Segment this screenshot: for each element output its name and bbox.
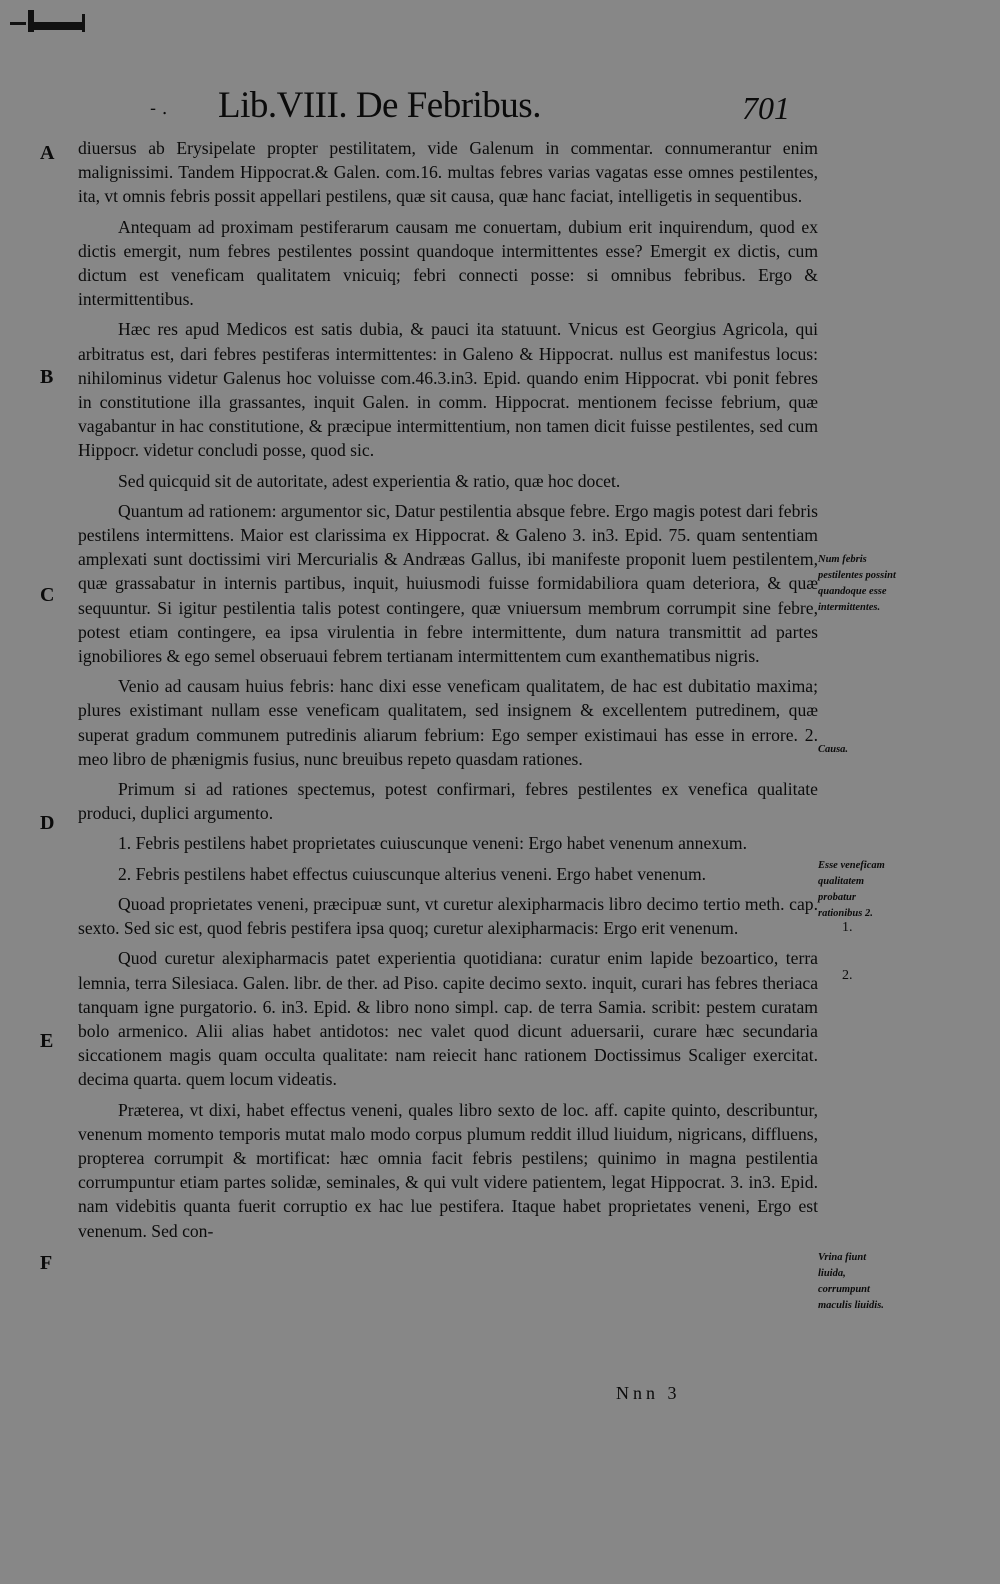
header-dots: - . (150, 98, 168, 119)
paragraph: 2. Febris pestilens habet effectus cuiuscunque alterius veneni. Ergo habet venenum. (118, 863, 707, 884)
paragraph: Præterea, vt dixi, habet effectus veneni, quales libro sexto de loc. aff. capite quinto, describuntur, venenum momento temporis mutat malo modo corpus plumum reddit illud liuidum, nigricans, diffluens, propterea corrumpit & mortificat: hæc omnia facit febris pestilens; quinimo in magna pestilentia corrumpuntur etiam partes solidæ, seminales, & qui vult videre patientem, legat Hippocrat. 3. in3. Epid. nam videbitis quanta fuerit corruptio ex hac lue pestifera. Itaque habet proprietates veneni, Ergo est venenum. Sed con- (78, 1099, 818, 1241)
paragraph: Hæc res apud Medicos est satis dubia, & pauci ita statuunt. Vnicus est Georgius Agricola, qui arbitratus est, dari febres pestiferas intermittentes: in Galeno & Hippocrat. nullus est manifestus locus: nihilominus videtur Galenus hoc voluisse com.46.3.in3. Epid. quando enim Hippocrat. vbi ponit febres in constitutione illa grassantes, inquit Galen. in comm. Hippocrat. mentionem fecisse febrium, quæ vagabantur in hac constitutione, & præcipue intermittentium, non tamen dicit fuisse pestilentes, sed cum Hippocr. videtur concludi posse, quod sic. (78, 319, 818, 461)
paragraph: Venio ad causam huius febris: hanc dixi esse veneficam qualitatem, de hac est dubitatio maxima; plures existimant nullam esse veneficam qualitatem, sed insignem & excellentem putredinem, quæ superat gradum communem putredinis aliarum febrium: Ego semper existimaui has esse in errore. 2. meo libro de phænigmis fusius, nunc breuibus repeto quasdam rationes. (78, 676, 818, 769)
section-letter-c: C (40, 584, 55, 606)
section-letter-a: A (40, 142, 55, 164)
paragraph: Quod curetur alexipharmacis patet experientia quotidiana: curatur enim lapide bezoartico, terra lemnia, terra Silesiaca. Galen. libr. de ther. ad Piso. capite decimo sexto. inquit, curari has febres theriaca tanquam igne purgatorio. 6. in3. Epid. & libro nono simpl. cap. de terra Samia. scribit: pestem curatam bolo armenico. Alii alias habet antidotos: nec valet quod dicunt aduersarii, curare hæc secundaria siccationem magis quam occulta qualitate: nam reiecit hanc rationem Doctissimus Scaliger exercitat. decima quarta. quem locum videatis. (78, 948, 818, 1090)
section-letter-f: F (40, 1252, 53, 1274)
paragraph: diuersus ab Erysipelate propter pestilitatem, vide Galenum in commentar. connumerantur enim malignissimi. Tandem Hippocrat.& Galen. com.16. multas febres varias vagatas esse omnes pestilentes, ita, vt omnis febris possit appellari pestilens, quæ sit causa, quæ hanc faciat, intelligetis in sequentibus. (78, 138, 818, 207)
paragraph: 1. Febris pestilens habet proprietates cuiuscunque veneni: Ergo habet venenum annexum. (118, 833, 747, 854)
page-number: 701 (742, 90, 790, 126)
margin-note: Num febris pestilentes possint quandoque esse intermittentes. (818, 554, 896, 613)
margin-number: 2. (842, 968, 853, 983)
margin-note: Causa. (818, 744, 849, 755)
section-letter-e: E (40, 1030, 54, 1052)
margin-number: 1. (842, 920, 853, 935)
section-letter-d: D (40, 812, 55, 834)
paragraph: Primum si ad rationes spectemus, potest confirmari, febres pestilentes ex venefica qualitate produci, duplici argumento. (78, 779, 818, 824)
signature-mark: Nnn 3 (616, 1383, 681, 1403)
corner-ink-mark (8, 8, 86, 34)
paragraph: Quantum ad rationem: argumentor sic, Datur pestilentia absque febre. Ergo magis potest dari febris pestilens intermittens. Maior est clarissima ex Hippocrat. & Galeno 3. in3. Epid. 75. quam sententiam amplexati sunt doctissimi viri Mercurialis & Andræas Gallus, ibi manifeste proponit luem pestilentem, quæ grassabatur in internis partibus, inquit, huiusmodi fuisse formidabiliora quam deteriora, & quæ sequuntur. Si igitur pestilentia talis potest contingere, quæ vniuersum membrum corrumpit sine febre, potest etiam contingere, ea ipsa virulentia in febre intermittente, dum natura transmittit ad partes ignobiliores & ego semel obseruaui febrem tertianam intermittentem cum exanthematibus nigris. (78, 500, 818, 667)
paragraph: Sed quicquid sit de autoritate, adest experientia & ratio, quæ hoc docet. (118, 470, 621, 491)
page-header (0, 84, 1000, 132)
margin-note: Esse veneficam qualitatem probatur rationibus 2. (818, 860, 885, 919)
running-title: Lib.VIII. De Febribus. (218, 85, 541, 126)
paragraph: Antequam ad proximam pestiferarum causam me conuertam, dubium erit inquirendum, quod ex dictis emergit, num febres pestilentes possint quandoque intermittentes esse? Emergit ex dictis, cum dictum est veneficam qualitatem vnicuiq; febri connecti posse: si omnibus febribus. Ergo & intermittentibus. (78, 216, 818, 310)
section-letter-b: B (40, 366, 54, 388)
main-text (78, 136, 818, 1249)
paragraph: Quoad proprietates veneni, præcipuæ sunt, vt curetur alexipharmacis libro decimo tertio meth. cap. sexto. Sed sic est, quod febris pestifera ipsa quoq; curetur alexipharmacis: Ergo erit venenum. (78, 893, 818, 939)
margin-note: Vrina fiunt liuida, corrumpunt maculis liuidis. (818, 1252, 884, 1311)
